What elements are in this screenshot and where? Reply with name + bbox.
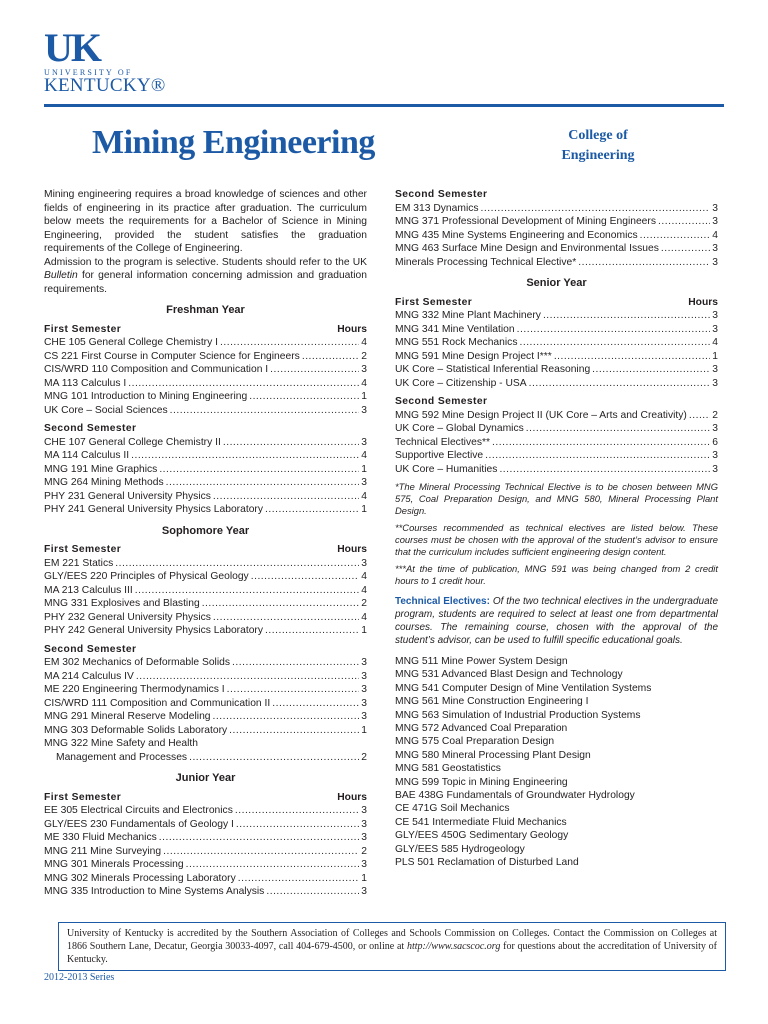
course-list (395, 409, 718, 477)
course-hours: 1 (361, 504, 367, 515)
course-hours: 3 (361, 657, 367, 668)
course-hours: 6 (712, 436, 718, 448)
course-row (44, 683, 367, 697)
course-row (395, 202, 718, 216)
course-name: MNG 211 Mine Surveying (44, 845, 162, 857)
dot-leader (220, 336, 359, 350)
course-name: UK Core – Citizenship - USA (395, 377, 527, 389)
elective-item: PLS 501 Reclamation of Disturbed Land (395, 857, 579, 869)
course-hours: 4 (361, 377, 367, 389)
course-hours: 3 (712, 423, 718, 434)
sophomore-heading: Sophomore Year (161, 524, 250, 537)
dot-leader (526, 422, 711, 436)
college-line-2: Engineering (561, 148, 635, 163)
sacscoc-link[interactable]: http://www.sacscoc.org (406, 941, 501, 952)
college-name (548, 126, 648, 166)
semester-header: First Semester Hours (395, 296, 718, 308)
dot-leader (238, 872, 360, 886)
course-name: MA 213 Calculus III (44, 584, 133, 596)
dot-leader (251, 570, 360, 584)
dot-leader (265, 624, 359, 638)
course-row (395, 449, 718, 463)
course-row (395, 256, 718, 270)
course-row (44, 584, 367, 598)
course-name: MNG 592 Mine Design Project II (UK Core – Arts and Creativity) (395, 409, 687, 421)
course-name: EM 313 Dynamics (395, 202, 479, 214)
course-name: EM 221 Statics (44, 557, 114, 569)
course-row (44, 350, 367, 364)
dot-leader (166, 476, 360, 490)
semester-header: First Semester Hours (44, 791, 367, 803)
dot-leader (485, 449, 710, 463)
right-column (395, 188, 718, 870)
course-name: PHY 231 General University Physics (44, 490, 211, 502)
course-hours: 4 (361, 337, 367, 348)
logo-state: KENTUCKY® (44, 75, 166, 96)
course-hours: 3 (361, 477, 367, 488)
course-hours: 1 (361, 872, 367, 884)
course-hours: 4 (361, 571, 367, 582)
course-name: UK Core – Global Dynamics (395, 423, 524, 434)
course-name: PHY 242 General University Physics Laboratory (44, 625, 264, 636)
dot-leader (592, 363, 710, 377)
course-hours: 4 (712, 337, 718, 348)
elective-item: MNG 561 Mine Construction Engineering I (395, 696, 589, 708)
course-row (395, 463, 718, 477)
course-hours: 3 (361, 711, 367, 722)
course-name: PHY 232 General University Physics (44, 611, 211, 623)
course-list (44, 436, 367, 517)
dot-leader (227, 683, 360, 697)
dot-leader (517, 323, 711, 337)
dot-leader (270, 363, 359, 377)
intro-paragraph-1: Mining engineering requires a broad knowledge of sciences and other fields of engineering in its practice after graduation. The curriculum below meets the requirements for a Bachelor of Science in Mining Engineering, provided the student satisfies the graduation requirements of the College of Engineering. (44, 189, 367, 254)
intro-paragraph-2: Admission to the program is selective. Students should refer to the UK Bulletin for general information concerning admission and graduation requirements. (44, 256, 367, 295)
dot-leader (578, 256, 710, 270)
dot-leader (232, 656, 359, 670)
course-name: MNG 332 Mine Plant Machinery (395, 310, 541, 321)
dot-leader (272, 697, 359, 711)
elective-item: MNG 511 Mine Power System Design (395, 656, 568, 667)
course-hours: 3 (712, 310, 718, 321)
course-hours: 4 (361, 611, 367, 623)
dot-leader (481, 202, 711, 216)
course-hours: 2 (361, 350, 367, 362)
elective-item: CE 471G Soil Mechanics (395, 803, 510, 815)
course-row (44, 818, 367, 832)
course-row (395, 422, 718, 436)
dot-leader (640, 229, 711, 243)
course-hours: 4 (361, 490, 367, 502)
course-name: MNG 101 Introduction to Mining Engineering (44, 391, 248, 402)
course-hours: 3 (361, 557, 367, 569)
course-hours: 3 (712, 377, 718, 389)
course-name: MNG 463 Surface Mine Design and Environmental Issues (395, 243, 659, 254)
course-hours: 3 (712, 216, 718, 227)
course-row (44, 336, 367, 350)
course-row: MNG 322 Mine Safety and Health (44, 738, 198, 749)
course-hours: 3 (361, 364, 367, 375)
course-hours: 3 (361, 404, 367, 416)
course-row (44, 476, 367, 490)
course-name: EM 302 Mechanics of Deformable Solids (44, 657, 231, 668)
course-hours: 3 (712, 243, 718, 254)
course-row (44, 436, 367, 450)
course-row (44, 872, 367, 886)
dot-leader (136, 670, 359, 684)
course-hours: 3 (712, 463, 718, 475)
course-hours: 1 (361, 463, 367, 475)
course-row (44, 656, 367, 670)
course-list (44, 557, 367, 638)
course-row (44, 404, 367, 418)
semester-header: Second Semester (395, 189, 488, 200)
course-name: MA 113 Calculus I (44, 377, 127, 389)
semester-header: First Semester Hours (44, 544, 367, 555)
course-name: MA 114 Calculus II (44, 450, 130, 461)
course-list (44, 336, 367, 417)
course-hours: 3 (361, 859, 367, 870)
course-row (44, 570, 367, 584)
course-name: UK Core – Social Sciences (44, 404, 168, 416)
accreditation-box: University of Kentucky is accredited by the Southern Association of Colleges and Schools Commission on Colleges. Contact the Commission on Colleges at 1866 Southern Lane, Decatur, Georgia 30033-4097, call 404-679-4500, or online at http://www.sacscoc.org for questions about the accreditation of University of Kentucky. (58, 922, 726, 971)
course-row (395, 363, 718, 377)
dot-leader (202, 597, 360, 611)
course-name: EE 305 Electrical Circuits and Electronics (44, 805, 233, 816)
dot-leader (115, 557, 359, 571)
elective-item: MNG 599 Topic in Mining Engineering (395, 776, 568, 788)
course-name: CHE 107 General College Chemistry II (44, 436, 221, 448)
elective-item: MNG 575 Coal Preparation Design (395, 736, 555, 748)
footnote: ***At the time of publication, MNG 591 was being changed from 2 credit hours to 1 credit hour. (395, 563, 718, 586)
dot-leader (519, 336, 710, 350)
course-name: GLY/EES 230 Fundamentals of Geology I (44, 818, 234, 830)
course-hours: 3 (361, 886, 367, 897)
dot-leader (213, 490, 359, 504)
dot-leader (159, 831, 360, 845)
dot-leader (302, 350, 359, 364)
course-name: UK Core – Statistical Inferential Reasoning (395, 364, 591, 375)
course-name: Minerals Processing Technical Elective* (395, 256, 577, 268)
course-row: Management and Processes ..... 2 (44, 751, 367, 765)
course-row (44, 597, 367, 611)
course-hours: 4 (361, 450, 367, 461)
course-list (395, 202, 718, 270)
dot-leader (159, 463, 359, 477)
footnote: *The Mineral Processing Technical Elective is to be chosen between MNG 575, Coal Preparation Design, and MNG 580, Mineral Processing Plant Design. (395, 481, 718, 516)
footnote: **Courses recommended as technical electives are listed below. These courses must be chosen with the approval of the student’s advisor to ensure that the curriculum includes sufficient engineering design content. (395, 522, 718, 557)
logo-university: UNIVERSITY OF (44, 68, 133, 77)
elective-item: MNG 563 Simulation of Industrial Production Systems (395, 709, 641, 721)
course-hours: 3 (712, 323, 718, 335)
uk-logo (44, 25, 174, 96)
elective-item: CE 541 Intermediate Fluid Mechanics (395, 816, 567, 828)
course-row (44, 804, 367, 818)
dot-leader (499, 463, 710, 477)
dot-leader (163, 845, 359, 859)
dot-leader (131, 449, 359, 463)
course-row (44, 845, 367, 859)
course-name: MNG 341 Mine Ventilation (395, 323, 515, 335)
electives-list (395, 655, 718, 870)
course-name: MNG 435 Mine Systems Engineering and Economics (395, 229, 638, 241)
elective-item: GLY/EES 450G Sedimentary Geology (395, 830, 569, 842)
junior-heading: Junior Year (175, 772, 236, 784)
course-row (44, 463, 367, 477)
course-hours: 1 (361, 724, 367, 736)
course-hours: 1 (712, 350, 718, 362)
dot-leader (236, 818, 359, 832)
dot-leader (689, 409, 710, 423)
course-list (44, 804, 367, 899)
dot-leader (249, 390, 359, 404)
course-name: MNG 291 Mineral Reserve Modeling (44, 711, 211, 722)
dot-leader (265, 503, 359, 517)
course-row (44, 557, 367, 571)
elective-item: MNG 541 Computer Design of Mine Ventilation Systems (395, 682, 652, 694)
course-row (395, 323, 718, 337)
course-hours: 3 (361, 684, 367, 695)
course-name: PHY 241 General University Physics Laboratory (44, 504, 264, 515)
dot-leader (661, 242, 710, 256)
course-hours: 3 (361, 832, 367, 843)
dot-leader (170, 404, 360, 418)
elective-item: MNG 531 Advanced Blast Design and Technology (395, 669, 623, 681)
course-row (44, 724, 367, 738)
course-row (44, 449, 367, 463)
course-row (44, 885, 367, 899)
course-name: MNG 264 Mining Methods (44, 477, 164, 488)
course-name: GLY/EES 220 Principles of Physical Geology (44, 571, 249, 582)
course-row (395, 309, 718, 323)
course-hours: 1 (361, 391, 367, 402)
course-hours: 3 (361, 670, 367, 682)
course-name: CHE 105 General College Chemistry I (44, 337, 218, 348)
dot-leader (128, 377, 359, 391)
course-row (395, 229, 718, 243)
course-hours: 3 (361, 818, 367, 830)
course-hours: 2 (361, 598, 367, 609)
course-hours: 1 (361, 625, 367, 636)
course-name: MNG 335 Introduction to Mine Systems Analysis (44, 886, 265, 897)
course-name: ME 220 Engineering Thermodynamics I (44, 684, 225, 695)
logo-mark: UK (44, 25, 100, 70)
dot-leader (658, 215, 710, 229)
course-hours: 3 (712, 202, 718, 214)
senior-heading: Senior Year (526, 277, 587, 289)
course-hours: 3 (712, 450, 718, 461)
course-row (44, 697, 367, 711)
course-list (44, 656, 367, 737)
series-label: 2012-2013 Series (44, 972, 115, 983)
dot-leader (492, 436, 710, 450)
technical-electives-paragraph: Technical Electives: Of the two technical electives in the undergraduate program, students are required to select at least one from departmental courses. The remaining course, chosen with the approval of the student’s advisor, can be used to fulfill specific educational goals. (395, 596, 719, 646)
dot-leader (229, 724, 359, 738)
course-name: UK Core – Humanities (395, 463, 498, 475)
course-row (44, 503, 367, 517)
course-row (44, 831, 367, 845)
course-name: MNG 191 Mine Graphics (44, 463, 158, 475)
course-row (395, 436, 718, 450)
dot-leader (186, 858, 360, 872)
dot-leader (213, 611, 359, 625)
course-hours: 4 (712, 229, 718, 241)
course-name: Technical Electives** (395, 436, 491, 448)
course-name: MNG 551 Rock Mechanics (395, 337, 518, 348)
course-row (44, 611, 367, 625)
course-name: MNG 371 Professional Development of Mining Engineers (395, 216, 656, 227)
dot-leader (135, 584, 360, 598)
semester-header: Second Semester (44, 423, 137, 434)
course-name: ME 330 Fluid Mechanics (44, 832, 157, 843)
course-name: Supportive Elective (395, 450, 484, 461)
semester-header: First Semester Hours (44, 323, 367, 335)
course-row (395, 215, 718, 229)
course-row (44, 363, 367, 377)
course-hours: 3 (712, 364, 718, 375)
course-hours: 2 (361, 845, 367, 857)
course-name: CS 221 First Course in Computer Science for Engineers (44, 350, 300, 362)
course-row (395, 242, 718, 256)
course-hours: 3 (712, 256, 718, 268)
header-rule (44, 104, 724, 107)
course-row (44, 377, 367, 391)
course-row (395, 350, 718, 364)
course-hours: 3 (361, 697, 367, 709)
elective-item: MNG 572 Advanced Coal Preparation (395, 723, 568, 735)
course-row (44, 490, 367, 504)
semester-header: Second Semester (44, 643, 137, 655)
dot-leader (266, 885, 359, 899)
course-name: CIS/WRD 111 Composition and Communication II (44, 697, 271, 709)
dot-leader (554, 350, 710, 364)
course-row (44, 858, 367, 872)
course-name: MNG 303 Deformable Solids Laboratory (44, 724, 228, 736)
dot-leader (213, 710, 360, 724)
page-title: Mining Engineering (92, 124, 375, 161)
course-row (44, 710, 367, 724)
course-row (44, 390, 367, 404)
elective-item: GLY/EES 585 Hydrogeology (395, 843, 525, 855)
course-hours: 3 (361, 436, 367, 448)
college-line-1: College of (568, 128, 628, 143)
course-row (44, 670, 367, 684)
course-row (44, 624, 367, 638)
course-list (395, 309, 718, 390)
course-hours: 2 (712, 409, 718, 421)
dot-leader (235, 804, 359, 818)
elective-item: MNG 580 Mineral Processing Plant Design (395, 749, 591, 761)
course-row (395, 336, 718, 350)
course-name: MNG 591 Mine Design Project I*** (395, 350, 552, 362)
dot-leader (223, 436, 359, 450)
course-name: MNG 302 Minerals Processing Laboratory (44, 872, 236, 884)
semester-header: Second Semester (395, 396, 488, 407)
course-name: CIS/WRD 110 Composition and Communication I (44, 364, 269, 375)
course-row (395, 409, 718, 423)
dot-leader (543, 309, 710, 323)
course-name: MNG 301 Minerals Processing (44, 859, 184, 870)
course-row (395, 377, 718, 391)
course-hours: 3 (361, 805, 367, 816)
course-name: MA 214 Calculus IV (44, 670, 134, 682)
course-name: MNG 331 Explosives and Blasting (44, 598, 200, 609)
course-hours: 4 (361, 584, 367, 596)
elective-item: BAE 438G Fundamentals of Groundwater Hydrology (395, 790, 635, 802)
freshman-heading: Freshman Year (166, 304, 245, 316)
left-column (44, 188, 367, 899)
dot-leader (529, 377, 711, 391)
elective-item: MNG 581 Geostatistics (395, 763, 501, 775)
